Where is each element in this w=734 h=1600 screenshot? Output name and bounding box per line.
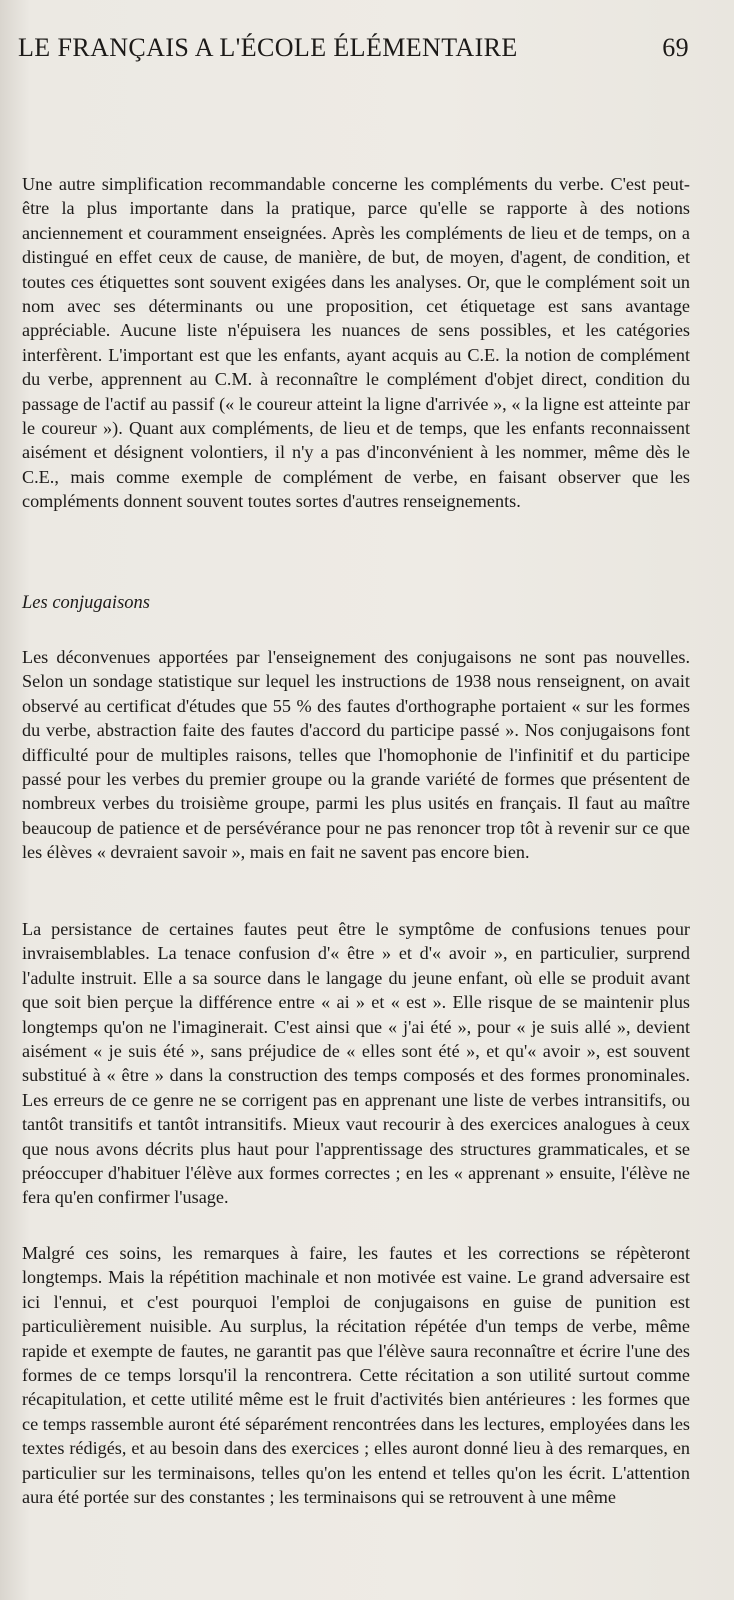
paragraph-deconvenues (22, 645, 690, 865)
paragraph-text: Malgré ces soins, les remarques à faire, les fautes et les corrections se répèteront longtemps. Mais la répétition machinale et non motivée est vaine. Le grand adversaire est ici l'ennui, et c'est pourquoi l'emploi de conjugaisons en guise de punition est particulièrement nuisible. Au surplus, la récitation répétée d'un temps de verbe, même rapide et exempte de fautes, ne garantit pas que l'élève saura reconnaître et écrire l'une des formes de ce temps lorsqu'il la rencontrera. Cette récitation a son utilité surtout comme récapitulation, et cette utilité même est le fruit d'activités bien antérieures : les formes que ce temps rassemble auront été séparément rencontrées dans les lectures, employées dans les textes rédigés, et au besoin dans des exercices ; elles auront donné lieu à des remarques, en particulier sur les terminaisons, telles qu'on les entend et telles qu'on les écrit. L'attention aura été portée sur des constantes ; les terminaisons qui se retrouvent à une même (22, 1243, 690, 1508)
paragraph-persistance (22, 917, 690, 1210)
paragraph-text: La persistance de certaines fautes peut être le symptôme de confusions tenues pour invraisemblables. La tenace confusion d'« être » et d'« avoir », en particulier, surprend l'adulte instruit. Elle a sa source dans le langage du jeune enfant, où elle se produit avant que soit bien perçue la différence entre « ai » et « est ». Elle risque de se maintenir plus longtemps qu'on ne l'imaginerait. C'est ainsi que « j'ai été », pour « je suis allé », devient aisément « je suis été », sans préjudice de « elles sont été », et qu'« avoir », est souvent substitué à « être » dans la construction des temps composés et des formes pronominales. Les erreurs de ce genre ne se corrigent pas en apprenant une liste de verbes intransitifs, ou tantôt transitifs et tantôt intransitifs. Mieux vaut recourir à des exercices analogues à ceux que nous avons décrits plus haut pour l'apprentissage des structures grammaticales, et se préoccuper d'habituer l'élève aux formes correctes ; en les « apprenant » ensuite, l'élève ne fera qu'en confirmer l'usage. (22, 919, 690, 1208)
section-heading: Les conjugaisons (22, 593, 150, 613)
page-number: 69 (662, 33, 689, 62)
running-title: LE FRANÇAIS A L'ÉCOLE ÉLÉMENTAIRE (18, 33, 518, 62)
paragraph-malgre (22, 1241, 690, 1509)
paragraph-complements (22, 172, 690, 514)
paragraph-text: Les déconvenues apportées par l'enseignement des conjugaisons ne sont pas nouvelles. Selon un sondage statistique sur lequel les instructions de 1938 nous renseignent, on avait observé au certificat d'études que 55 % des fautes d'orthographe portaient « sur les formes du verbe, abstraction faite des fautes d'accord du participe passé ». Nos conjugaisons font difficulté pour de multiples raisons, telles que l'homophonie de l'infinitif et du participe passé pour les verbes du premier groupe ou la grande variété de formes que présentent de nombreux verbes du troisième groupe, parmi les plus usités en français. Il faut au maître beaucoup de patience et de persévérance pour ne pas renoncer trop tôt à revenir sur ce que les élèves « devraient savoir », mais en fait ne savent pas encore bien. (22, 647, 690, 863)
running-header (18, 33, 689, 63)
paragraph-text: Une autre simplification recommandable concerne les compléments du verbe. C'est peut-être la plus importante dans la pratique, parce qu'elle se rapporte à des notions anciennement et couramment enseignées. Après les compléments de lieu et de temps, on a distingué en effet ceux de cause, de manière, de but, de moyen, d'agent, de condition, et toutes ces étiquettes sont souvent exigées dans les analyses. Or, que le complément soit un nom avec ses déterminants ou une proposition, cet étiquetage est sans avantage appréciable. Aucune liste n'épuisera les nuances de sens possibles, et les catégories interfèrent. L'important est que les enfants, ayant acquis au C.E. la notion de complément du verbe, apprennent au C.M. à reconnaître le complément d'objet direct, condition du passage de l'actif au passif (« le coureur atteint la ligne d'arrivée », « la ligne est atteinte par le coureur »). Quant aux compléments, de lieu et de temps, que les enfants reconnaissent aisément et désignent volontiers, il n'y a pas d'inconvénient à les nommer, même dès le C.E., mais comme exemple de complément de verbe, en faisant observer que les compléments donnent souvent toutes sortes d'autres renseignements. (22, 174, 690, 512)
